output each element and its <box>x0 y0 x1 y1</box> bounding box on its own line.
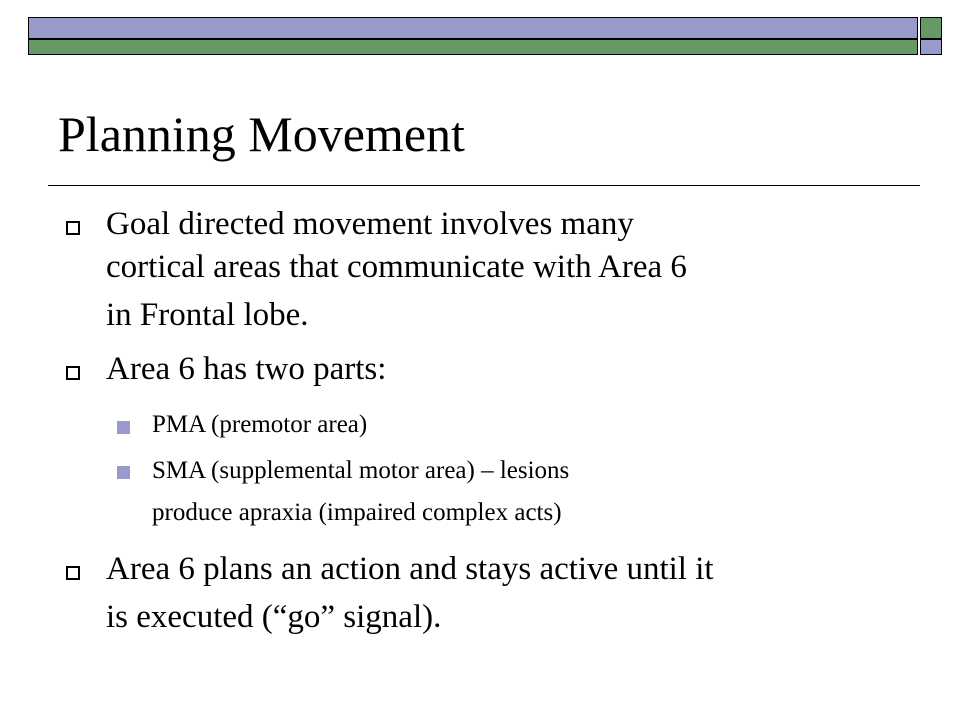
bullet-2-line-1: Area 6 has two parts: <box>106 351 387 387</box>
sub-bullet-square-icon <box>117 466 130 479</box>
sub-bullet-2-line-2: produce apraxia (impaired complex acts) <box>152 499 562 526</box>
bullet-square-icon <box>66 366 80 380</box>
header-square-purple <box>920 39 942 55</box>
bullet-square-icon <box>66 566 80 580</box>
header-bar-green <box>28 39 918 55</box>
bullet-1-line-1: Goal directed movement involves many <box>106 206 634 242</box>
sub-bullet-square-icon <box>117 421 130 434</box>
header-square-green <box>920 17 942 39</box>
slide-title: Planning Movement <box>58 106 465 162</box>
bullet-1-line-3: in Frontal lobe. <box>106 297 309 333</box>
bullet-square-icon <box>66 221 80 235</box>
bullet-1-line-2: cortical areas that communicate with Area 6 <box>106 249 687 285</box>
sub-bullet-1-line-1: PMA (premotor area) <box>152 411 368 438</box>
header-bar-purple <box>28 17 918 39</box>
bullet-3-line-2: is executed (“go” signal). <box>106 599 442 635</box>
sub-bullet-2-line-1: SMA (supplemental motor area) – lesions <box>152 457 570 484</box>
bullet-3-line-1: Area 6 plans an action and stays active until it <box>106 551 714 587</box>
title-divider <box>48 185 920 186</box>
